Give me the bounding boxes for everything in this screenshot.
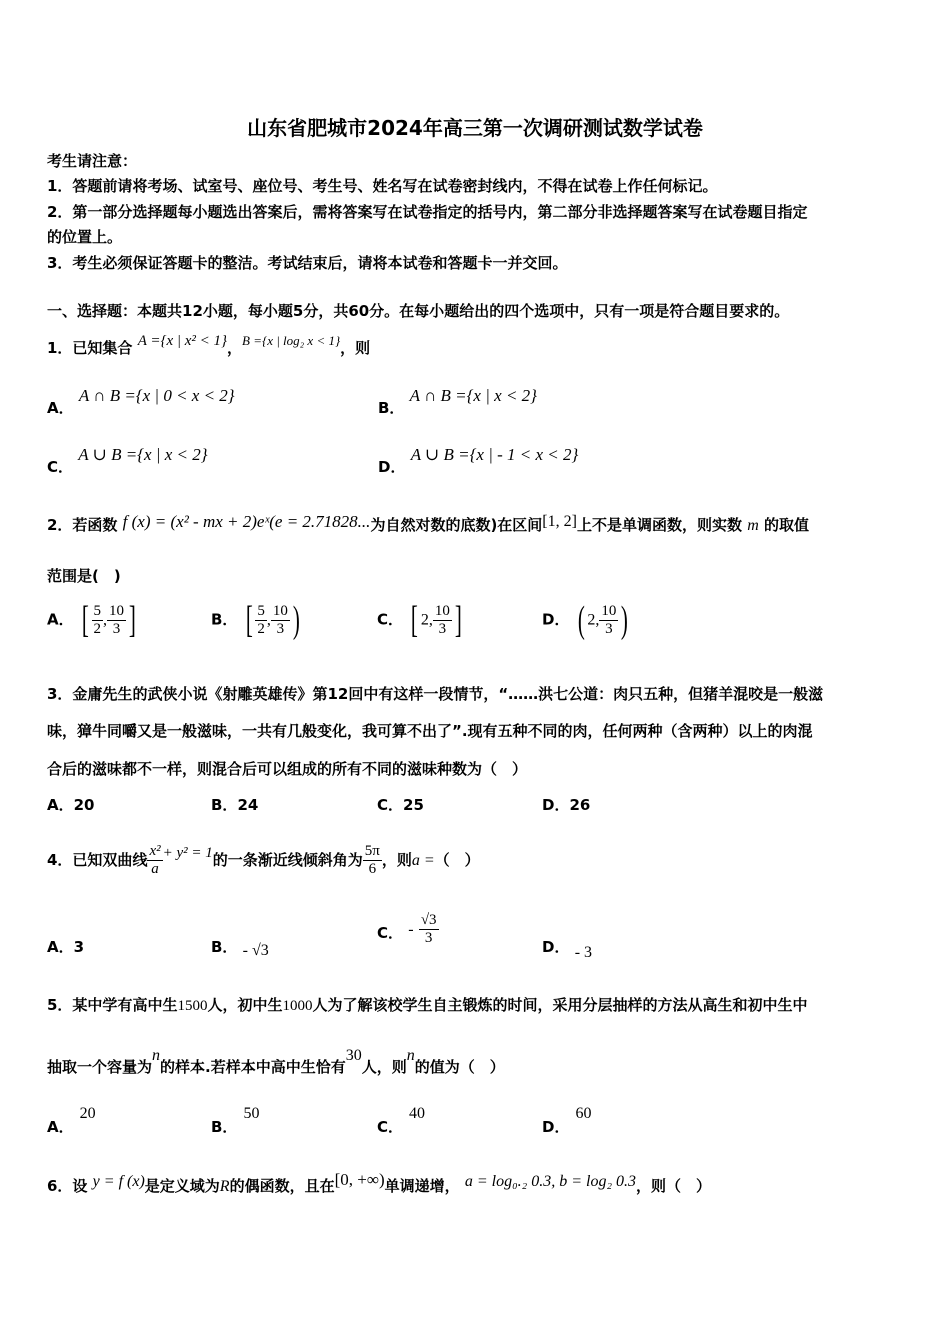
question-2: [47, 512, 810, 536]
option-value: 20: [79, 1105, 96, 1122]
option-label: C．: [377, 796, 404, 814]
q6-text: 单调递增，: [384, 1177, 460, 1195]
q5-text: 的样本.若样本中高中生恰有: [160, 1058, 346, 1076]
q2-option-a[interactable]: A． [ $\frac{5}{2}$ , $\frac{10}{3}$ ]: [47, 599, 136, 641]
q4-equation: + y² = 1: [162, 845, 213, 861]
q1-prefix: 1．已知集合: [47, 339, 133, 357]
option-value: 26: [569, 796, 591, 814]
q3-option-c[interactable]: [377, 794, 424, 815]
q4-var: a =: [411, 852, 435, 869]
numerator: 5π: [364, 843, 380, 859]
option-label: D．: [542, 1118, 570, 1136]
question-6: [47, 1170, 712, 1197]
page-title: 山东省肥城市2024年高三第一次调研测试数学试卷: [247, 116, 703, 140]
numerator: 10: [434, 602, 450, 619]
option-label: D．: [378, 458, 406, 476]
option-value: A ∪ B ={x | - 1 < x < 2}: [410, 445, 579, 464]
q2-interval: [1, 2]: [542, 513, 577, 530]
q5-option-c[interactable]: [377, 1102, 426, 1136]
question-4: [47, 832, 480, 889]
q5-number: 30: [345, 1047, 362, 1064]
question-1: [47, 333, 371, 359]
q2-var-m: m: [747, 517, 759, 534]
q5-text: 人为了解该校学生自主锻炼的时间，采用分层抽样的方法从高生和初中生中: [312, 996, 808, 1014]
q1-option-d[interactable]: [378, 444, 579, 476]
q3-option-a[interactable]: [47, 794, 94, 815]
q5-number: 1000: [282, 998, 313, 1014]
bracket-right: ): [292, 599, 300, 641]
bracket-right: ): [621, 599, 629, 641]
fraction: [599, 603, 618, 638]
numerator: x²: [149, 843, 161, 859]
notice-heading: 考生请注意：: [47, 152, 138, 170]
fraction: [433, 603, 452, 638]
q2-func: f (x) = (x² - mx + 2)eˣ(e = 2.71828...: [122, 512, 371, 531]
numerator: 10: [109, 602, 124, 619]
notice-item: 的位置上。: [47, 228, 123, 246]
bracket-left: (: [577, 599, 585, 641]
q5-option-b[interactable]: [211, 1102, 260, 1136]
denominator: 3: [112, 620, 121, 637]
q3-line: 3．金庸先生的武侠小说《射雕英雄传》第12回中有这样一段情节，“……洪七公道：肉只五种，但猪羊混咬是一般滋: [47, 685, 824, 703]
q3-line: 味，獐牛同嚼又是一般滋味，一共有几般变化，我可算不出了”.现有五种不同的肉，任何两种（含两种）以上的肉混: [47, 722, 813, 740]
q2-line2: 范围是( ): [47, 567, 121, 585]
q4-paren: （ ）: [434, 851, 480, 869]
option-value: 60: [575, 1105, 592, 1122]
denominator: 2: [93, 620, 101, 637]
bracket-left: [: [81, 599, 89, 641]
q4-option-c[interactable]: [377, 912, 439, 947]
q1-suffix: ，则: [340, 339, 371, 357]
q4-option-a[interactable]: [47, 936, 84, 957]
q4-option-d[interactable]: [542, 936, 593, 961]
q6-text: ，则（ ）: [636, 1177, 712, 1195]
bracket-left: [: [245, 599, 253, 641]
q4-fraction: [147, 843, 162, 878]
q1-comma: ，: [227, 339, 243, 357]
q5-number: 1500: [177, 998, 208, 1014]
q2-option-d[interactable]: D． ( 2, $\frac{10}{3}$ ): [542, 599, 629, 641]
option-label: B．: [211, 938, 238, 956]
q5-text: 人，初中生: [207, 996, 283, 1014]
q6-func: y = f (x): [92, 1173, 145, 1190]
option-value: 40: [409, 1105, 426, 1122]
q5-text: 抽取一个容量为: [47, 1058, 153, 1076]
denominator: 3: [438, 620, 447, 637]
q5-option-d[interactable]: [542, 1102, 592, 1136]
q2-option-b[interactable]: B． [ $\frac{5}{2}$ , $\frac{10}{3}$ ): [211, 599, 300, 641]
option-value: 2: [420, 611, 429, 629]
q2-option-c[interactable]: C． [ 2, $\frac{10}{3}$ ]: [377, 599, 462, 641]
bracket-left: [: [411, 599, 419, 641]
option-value: 24: [237, 796, 259, 814]
option-label: A．: [47, 938, 74, 956]
option-value: A ∪ B ={x | x < 2}: [78, 445, 208, 464]
q6-interval: [0, +∞): [334, 1170, 385, 1189]
q4-suffix: ，则: [381, 851, 412, 869]
denominator: 3: [276, 620, 285, 637]
notice-item: 1．答题前请将考场、试室号、座位号、考生号、姓名写在试卷密封线内，不得在试卷上作任何标记。: [47, 177, 718, 195]
q3-option-d[interactable]: [542, 794, 590, 815]
numerator: 10: [272, 602, 288, 619]
option-value: -: [408, 921, 414, 938]
option-label: C．: [377, 610, 404, 629]
option-value: 20: [73, 796, 95, 814]
option-label: B．: [211, 610, 238, 629]
denominator: a: [151, 861, 159, 877]
option-label: C．: [377, 924, 404, 942]
numerator: 10: [601, 602, 617, 619]
option-label: B．: [211, 1118, 238, 1136]
q4-prefix: 4．已知双曲线: [47, 851, 148, 869]
option-label: A．: [47, 610, 74, 629]
option-value: A ∩ B ={x | 0 < x < 2}: [78, 386, 235, 405]
q2-prefix: 2．若函数: [47, 516, 118, 534]
denominator: 2: [257, 620, 265, 637]
numerator: 5: [93, 602, 101, 619]
q4-angle: [363, 843, 382, 878]
bracket-right: ]: [454, 599, 462, 641]
q5-text: 人，则: [361, 1058, 407, 1076]
q1-option-c[interactable]: [47, 444, 208, 476]
q2-mid: 为自然对数的底数)在区间: [370, 516, 543, 534]
fraction: [271, 603, 290, 638]
q6-text: 是定义域为: [144, 1177, 220, 1195]
q5-option-a[interactable]: [47, 1102, 96, 1136]
option-label: D．: [542, 610, 570, 629]
option-label: A．: [47, 796, 74, 814]
fraction: [255, 603, 267, 638]
option-label: A．: [47, 1118, 74, 1136]
option-label: D．: [542, 796, 570, 814]
q5-text: 5．某中学有高中生: [47, 996, 178, 1014]
option-value: - √3: [242, 942, 269, 959]
q6-text: 6．设: [47, 1177, 88, 1195]
q6-var-r: R: [219, 1178, 230, 1195]
q1-set-b: B ={x | log₂ x < 1}: [242, 333, 341, 348]
option-label: B．: [378, 399, 405, 417]
q1-option-b[interactable]: [378, 385, 537, 417]
option-value: 25: [403, 796, 424, 814]
q4-option-b[interactable]: [211, 936, 269, 957]
notice-item: 3．考生必须保证答题卡的整洁。考试结束后，请将本试卷和答题卡一并交回。: [47, 254, 568, 272]
q6-expression: a = log₀.₂ 0.3, b = log₂ 0.3: [464, 1173, 637, 1190]
q1-set-a: A ={x | x² < 1}: [137, 333, 228, 349]
option-value: - 3: [574, 944, 593, 961]
option-value: 50: [243, 1105, 260, 1122]
q6-text: 的偶函数，且在: [229, 1177, 335, 1195]
option-value: 3: [73, 938, 85, 956]
q3-line: 合后的滋味都不一样，则混合后可以组成的所有不同的滋味种数为（ ）: [47, 760, 528, 778]
option-value: 2: [587, 611, 596, 629]
fraction: [92, 603, 104, 638]
option-label: B．: [211, 796, 238, 814]
fraction: [107, 603, 126, 638]
denominator: 3: [605, 620, 613, 637]
option-label: D．: [542, 938, 570, 956]
q1-option-a[interactable]: [47, 385, 235, 417]
q2-mid2: 上不是单调函数，则实数: [576, 516, 742, 534]
numerator: 5: [257, 602, 265, 619]
q3-option-b[interactable]: [211, 794, 258, 815]
denominator: 3: [424, 930, 433, 946]
q5-text: 的值为（ ）: [414, 1058, 505, 1076]
q2-suffix: 的取值: [764, 516, 810, 534]
fraction: [419, 912, 439, 947]
option-label: C．: [377, 1118, 404, 1136]
q5-var-n: n: [406, 1047, 415, 1064]
denominator: 6: [368, 861, 377, 877]
bracket-right: ]: [128, 599, 136, 641]
q5-var-n: n: [152, 1047, 161, 1064]
option-label: C．: [47, 458, 74, 476]
q4-mid: 的一条渐近线倾斜角为: [212, 851, 363, 869]
notice-item: 2．第一部分选择题每小题选出答案后，需将答案写在试卷指定的括号内，第二部分非选择题答案写在试卷题目指定: [47, 203, 808, 221]
option-value: A ∩ B ={x | x < 2}: [409, 386, 537, 405]
option-label: A．: [47, 399, 74, 417]
question-5-line1: [47, 995, 807, 1016]
section-heading: 一、选择题：本题共12小题，每小题5分，共60分。在每小题给出的四个选项中，只有一项是符合题目要求的。: [47, 302, 790, 320]
question-5-line2: [47, 1047, 505, 1078]
numerator: √3: [420, 912, 437, 928]
